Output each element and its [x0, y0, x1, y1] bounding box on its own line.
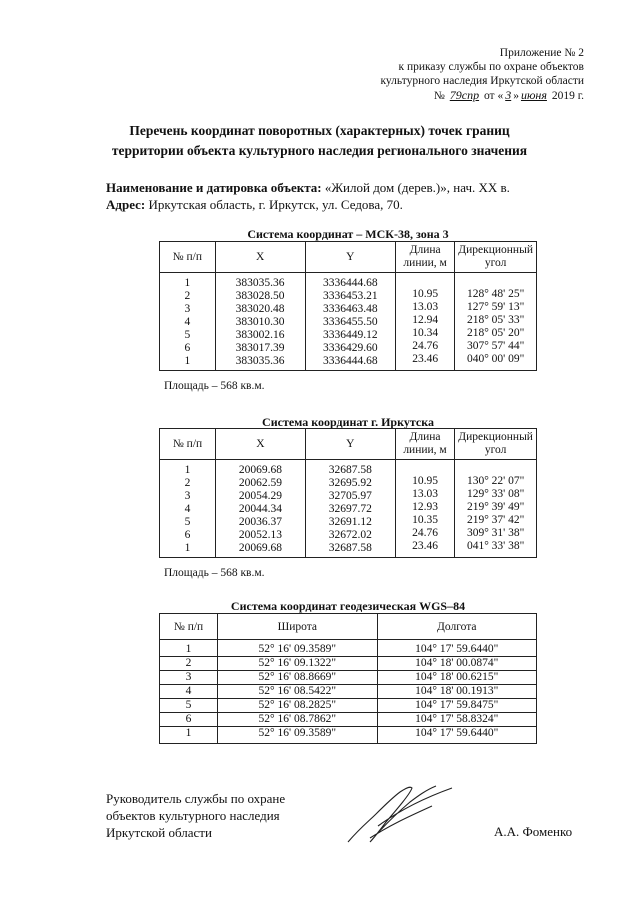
cell-value: 24.76 [412, 526, 438, 539]
cell-value: 3336429.60 [322, 342, 378, 354]
cell-value: 23.46 [412, 352, 439, 365]
object-address-line [106, 196, 510, 213]
cell-value: 5 [184, 516, 191, 528]
cell-value: 20052.13 [238, 529, 283, 541]
signature-block [106, 790, 285, 841]
object-name-line [106, 179, 510, 196]
order-date-day: 3 [505, 88, 512, 102]
table-irk-area: Площадь – 568 кв.м. [164, 567, 265, 579]
cell-value: 219° 37' 42" [466, 513, 525, 526]
order-date-mid: » [513, 90, 519, 102]
num-column [160, 460, 216, 558]
cell-value: 1 [184, 277, 191, 289]
x-column [216, 460, 306, 558]
longitude-cell: 104° 17' 59.6440" [377, 727, 536, 744]
order-date-month: июня [520, 88, 547, 102]
num-cell: 6 [160, 713, 218, 727]
latitude-cell: 52° 16' 08.5422" [218, 685, 377, 699]
table-row [160, 685, 537, 699]
cell-value: 3336453.21 [322, 290, 378, 302]
y-column [305, 460, 395, 558]
cell-value: 383035.36 [235, 277, 285, 289]
header-length: Длина линии, м [395, 242, 454, 273]
cell-value: 040° 00' 09" [466, 352, 525, 365]
table-row [160, 699, 537, 713]
cell-value: 4 [184, 316, 191, 328]
order-number-value: 79спр [449, 88, 480, 102]
table-row [160, 657, 537, 671]
latitude-cell: 52° 16' 09.3589" [218, 640, 377, 657]
longitude-cell: 104° 17' 58.8324" [377, 713, 536, 727]
cell-value: 32697.72 [328, 503, 372, 515]
longitude-cell: 104° 18' 00.0874" [377, 657, 536, 671]
title-line-1: Перечень координат поворотных (характерных) точек границ [129, 123, 510, 138]
cell-value: 6 [184, 342, 191, 354]
cell-value: 6 [184, 529, 191, 541]
cell-value: 3336444.68 [322, 355, 378, 367]
document-title [40, 121, 599, 161]
signatory-title-line-2: объектов культурного наследия [106, 808, 280, 823]
table-row [160, 273, 537, 371]
cell-value: 130° 22' 07" [466, 474, 525, 487]
cell-value: 20036.37 [238, 516, 283, 528]
latitude-cell: 52° 16' 09.3589" [218, 727, 377, 744]
header-y: Y [305, 429, 395, 460]
latitude-cell: 52° 16' 08.8669" [218, 671, 377, 685]
x-column [215, 273, 305, 371]
cell-value: 13.03 [412, 300, 439, 313]
object-name-value: «Жилой дом (дерев.)», нач. XX в. [324, 180, 510, 195]
table-msk-header-row [160, 242, 537, 273]
cell-value: 23.46 [412, 539, 438, 552]
cell-value: 3 [184, 303, 191, 315]
signatory-title-line-3: Иркутской области [106, 825, 212, 840]
cell-value: 32687.58 [328, 542, 372, 554]
cell-value: 041° 33' 38" [466, 539, 525, 552]
cell-value: 32687.58 [328, 464, 372, 476]
cell-value: 32672.02 [328, 529, 372, 541]
cell-value: 128° 48' 25" [466, 287, 525, 300]
cell-value: 32705.97 [328, 490, 372, 502]
length-column [395, 273, 454, 371]
table-wgs-header-row [160, 614, 537, 640]
num-cell: 4 [160, 685, 218, 699]
cell-value: 5 [184, 329, 191, 341]
latitude-cell: 52° 16' 08.7862" [218, 713, 377, 727]
cell-value: 4 [184, 503, 191, 515]
cell-value: 12.94 [412, 313, 439, 326]
cell-value: 219° 39' 49" [466, 500, 525, 513]
num-column [160, 273, 216, 371]
cell-value: 3336463.48 [322, 303, 378, 315]
cell-value: 127° 59' 13" [466, 300, 525, 313]
cell-value: 13.03 [412, 487, 438, 500]
cell-value: 218° 05' 33" [466, 313, 525, 326]
appendix-line-3: культурного наследия Иркутской области [380, 75, 584, 87]
table-row [160, 727, 537, 744]
appendix-line-1: Приложение № 2 [499, 47, 584, 59]
num-cell: 3 [160, 671, 218, 685]
latitude-cell: 52° 16' 08.2825" [218, 699, 377, 713]
cell-value: 10.95 [412, 287, 439, 300]
table-wgs-body [160, 640, 537, 744]
cell-value: 24.76 [412, 339, 439, 352]
latitude-cell: 52° 16' 09.1322" [218, 657, 377, 671]
cell-value: 383035.36 [235, 355, 285, 367]
cell-value: 1 [184, 542, 191, 554]
table-row [160, 460, 537, 558]
title-line-2: территории объекта культурного наследия регионального значения [111, 143, 528, 158]
cell-value: 10.35 [412, 513, 438, 526]
longitude-cell: 104° 17' 59.6440" [377, 640, 536, 657]
table-row [160, 671, 537, 685]
appendix-header [381, 46, 585, 103]
num-cell: 1 [160, 640, 218, 657]
length-column [395, 460, 454, 558]
object-info [106, 179, 510, 213]
appendix-line-2: к приказу службы по охране объектов [398, 61, 584, 73]
cell-value: 20054.29 [238, 490, 283, 502]
cell-value: 383028.50 [235, 290, 285, 302]
table-row [160, 713, 537, 727]
cell-value: 1 [184, 464, 191, 476]
object-name-label: Наименование и датировка объекта: [106, 180, 322, 195]
y-column [305, 273, 395, 371]
header-num: № п/п [160, 614, 218, 640]
cell-value: 383017.39 [235, 342, 285, 354]
cell-value: 20044.34 [238, 503, 283, 515]
header-length: Длина линии, м [395, 429, 454, 460]
longitude-cell: 104° 17' 59.8475" [377, 699, 536, 713]
signer-name: А.А. Фоменко [494, 824, 573, 839]
header-y: Y [305, 242, 395, 273]
cell-value: 3336444.68 [322, 277, 378, 289]
cell-value: 383020.48 [235, 303, 285, 315]
header-num: № п/п [160, 242, 216, 273]
header-angle: Дирекционный угол [455, 242, 537, 273]
cell-value: 20062.59 [238, 477, 283, 489]
cell-value: 20069.68 [238, 542, 283, 554]
cell-value: 12.93 [412, 500, 438, 513]
order-date-year: 2019 г. [551, 90, 584, 102]
cell-value: 2 [184, 477, 191, 489]
object-address-value: Иркутская область, г. Иркутск, ул. Седова, 70. [148, 197, 403, 212]
cell-value: 383002.16 [235, 329, 285, 341]
table-row [160, 640, 537, 657]
angle-column [455, 273, 537, 371]
num-cell: 5 [160, 699, 218, 713]
table-wgs [159, 613, 537, 744]
order-number-prefix: № [433, 90, 445, 102]
cell-value: 2 [184, 290, 191, 302]
header-x: X [216, 429, 306, 460]
cell-value: 3 [184, 490, 191, 502]
table-irk [159, 428, 537, 558]
num-cell: 2 [160, 657, 218, 671]
header-longitude: Долгота [377, 614, 536, 640]
table-msk-caption: Система координат – МСК-38, зона 3 [247, 227, 449, 241]
header-angle: Дирекционный угол [455, 429, 537, 460]
header-latitude: Широта [218, 614, 377, 640]
longitude-cell: 104° 18' 00.6215" [377, 671, 536, 685]
table-msk-area: Площадь – 568 кв.м. [164, 380, 265, 392]
cell-value: 3336449.12 [322, 329, 378, 341]
num-cell: 1 [160, 727, 218, 744]
cell-value: 129° 33' 08" [466, 487, 525, 500]
cell-value: 20069.68 [238, 464, 283, 476]
cell-value: 32695.92 [328, 477, 372, 489]
cell-value: 32691.12 [328, 516, 372, 528]
table-irk-caption: Система координат г. Иркутска [262, 415, 434, 429]
cell-value: 309° 31' 38" [466, 526, 525, 539]
signatory-title-line-1: Руководитель службы по охране [106, 791, 286, 806]
table-irk-header-row [160, 429, 537, 460]
longitude-cell: 104° 18' 00.1913" [377, 685, 536, 699]
cell-value: 307° 57' 44" [466, 339, 525, 352]
header-x: X [215, 242, 305, 273]
cell-value: 3336455.50 [322, 316, 378, 328]
handwritten-signature [340, 780, 460, 850]
header-num: № п/п [160, 429, 216, 460]
object-address-label: Адрес: [106, 197, 146, 212]
table-wgs-caption: Система координат геодезическая WGS–84 [230, 599, 466, 613]
cell-value: 1 [184, 355, 191, 367]
table-msk [159, 241, 537, 371]
angle-column [455, 460, 537, 558]
cell-value: 10.95 [412, 474, 438, 487]
order-date-from: от « [483, 90, 504, 102]
cell-value: 218° 05' 20" [466, 326, 525, 339]
order-number-line [381, 88, 585, 103]
cell-value: 10.34 [412, 326, 439, 339]
cell-value: 383010.30 [235, 316, 285, 328]
